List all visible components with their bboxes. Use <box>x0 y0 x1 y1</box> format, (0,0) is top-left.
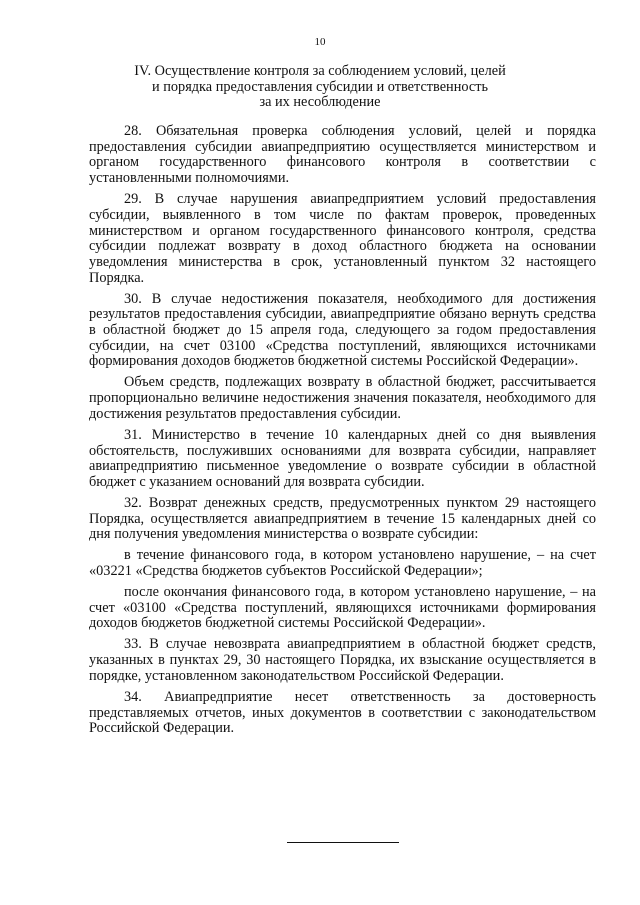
paragraph-31: 31. Министерство в течение 10 календарных дней со дня выявления обстоятельств, послуживших основаниями для возврата субсидии, направляет авиапредприятию письменное уведомление о возврате субсидии в областной бюджет с указанием оснований для возврата субсидии. <box>89 426 596 490</box>
paragraph-30-volume: Объем средств, подлежащих возврату в областной бюджет, рассчитывается пропорционально величине недостижения значения показателя, необходимого для достижения результатов предоставления субсидии. <box>89 374 596 422</box>
page-number: 10 <box>314 36 326 48</box>
section-title-line: IV. Осуществление контроля за соблюдением условий, целей <box>134 63 506 79</box>
paragraph-30: 30. В случае недостижения показателя, необходимого для достижения результатов предоставления субсидии, авиапредприятие обязано вернуть средства в областной бюджет до 15 апреля года, следующего за годом предоставления субсидии, на счет 03100 «Средства поступлений, являющихся источниками формирования доходов бюджетов бюджетной системы Российской Федерации». <box>89 290 596 370</box>
paragraph-29: 29. В случае нарушения авиапредприятием условий предоставления субсидии, выявленного в том числе по фактам проверок, проведенных министерством и органом государственного финансового контроля, средства субсидии подлежат возврату в доход областного бюджета на основании уведомления министерства в срок, установленный пунктом 32 настоящего Порядка. <box>89 191 596 286</box>
end-divider <box>287 842 399 843</box>
paragraph-32: 32. Возврат денежных средств, предусмотренных пунктом 29 настоящего Порядка, осуществляется авиапредприятием в течение 15 календарных дней со дня получения уведомления министерства о возврате субсидии: <box>89 494 596 543</box>
paragraph-32-after-year: после окончания финансового года, в котором установлено нарушение, – на счет «03100 «Средства поступлений, являющихся источниками формирования доходов бюджетов бюджетной системы Российской Федерации». <box>89 584 596 632</box>
section-title-line: за их несоблюдение <box>259 94 381 111</box>
section-title-line: и порядка предоставления субсидии и ответственность <box>152 78 488 95</box>
paragraph-32-current-year: в течение финансового года, в котором установлено нарушение, – на счет «03221 «Средства бюджетов субъектов Российской Федерации»; <box>89 547 596 580</box>
section-title <box>120 64 520 111</box>
document-body <box>89 124 596 742</box>
paragraph-34: 34. Авиапредприятие несет ответственность за достоверность представляемых отчетов, иных документов в соответствии с законодательством Российской Федерации. <box>89 688 596 737</box>
paragraph-33: 33. В случае невозврата авиапредприятием в областной бюджет средств, указанных в пунктах 29, 30 настоящего Порядка, их взыскание осуществляется в порядке, установленном законодательством Российской Федерации. <box>89 636 596 684</box>
paragraph-28: 28. Обязательная проверка соблюдения условий, целей и порядка предоставления субсидии авиапредприятию осуществляется министерством и органом государственного финансового контроля в соответствии с установленными полномочиями. <box>89 123 596 187</box>
